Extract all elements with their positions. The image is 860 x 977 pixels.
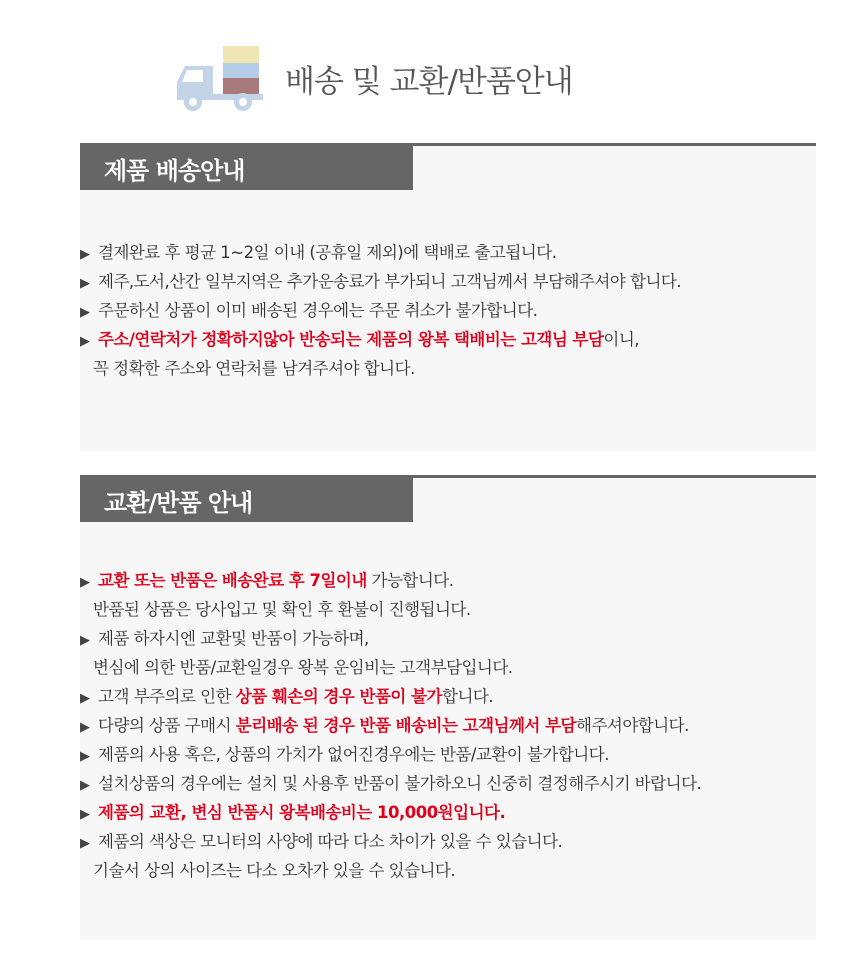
bullet-arrow-icon: ▶: [80, 633, 90, 648]
notice-text: 제주,도서,산간 일부지역은 추가운송료가 부가되니 고객님께서 부담해주셔야 합니다.: [98, 272, 682, 291]
notice-text: 제품의 색상은 모니터의 사양에 따라 다소 차이가 있을 수 있습니다.: [98, 832, 563, 851]
bullet-arrow-icon: ▶: [80, 778, 90, 793]
notice-continuation: [80, 595, 816, 624]
delivery-truck-icon: [173, 44, 263, 112]
notice-text: 변심에 의한 반품/교환일경우 왕복 운임비는 고객부담입니다.: [93, 658, 513, 677]
section-label: [80, 143, 413, 190]
bullet-arrow-icon: ▶: [80, 691, 90, 706]
emphasis-text: 주소/연락처가 정확하지않아 반송되는 제품의 왕복 택배비는 고객님 부담: [98, 330, 604, 349]
emphasis-text: 분리배송 된 경우 반품 배송비는 고객님께서 부담: [235, 716, 576, 735]
notice-text: 해주셔야합니다.: [576, 716, 689, 735]
notice-item: [80, 711, 816, 740]
section-title: 제품 배송안내: [104, 157, 245, 185]
notice-continuation: [80, 354, 816, 383]
notice-continuation: [80, 653, 816, 682]
section-title: 교환/반품 안내: [104, 489, 253, 517]
exchange-return-section: [80, 475, 816, 940]
notice-item: [80, 769, 816, 798]
notice-item: [80, 798, 816, 827]
notice-text: 제품의 사용 혹은, 상품의 가치가 없어진경우에는 반품/교환이 불가합니다.: [98, 745, 609, 764]
shipping-notice-list: [80, 238, 816, 383]
bullet-arrow-icon: ▶: [80, 305, 90, 320]
notice-item: [80, 238, 816, 267]
bullet-arrow-icon: ▶: [80, 836, 90, 851]
bullet-arrow-icon: ▶: [80, 575, 90, 590]
emphasis-text: 교환 또는 반품은 배송완료 후 7일이내: [98, 571, 367, 590]
notice-text: 기술서 상의 사이즈는 다소 오차가 있을 수 있습니다.: [93, 861, 456, 880]
notice-item: [80, 827, 816, 856]
page-header: [173, 44, 573, 112]
notice-item: [80, 325, 816, 354]
emphasis-text: 상품 훼손의 경우 반품이 불가: [235, 687, 442, 706]
shipping-info-section: [80, 143, 816, 451]
page-title: 배송 및 교환/반품안내: [285, 63, 573, 100]
section-label: [80, 475, 413, 522]
bullet-arrow-icon: ▶: [80, 807, 90, 822]
bullet-arrow-icon: ▶: [80, 720, 90, 735]
notice-text: 가능합니다.: [366, 571, 454, 590]
notice-text: 고객 부주의로 인한: [98, 687, 236, 706]
bullet-arrow-icon: ▶: [80, 334, 90, 349]
notice-item: [80, 296, 816, 325]
notice-continuation: [80, 856, 816, 885]
emphasis-text: 제품의 교환, 변심 반품시 왕복배송비는 10,000원입니다.: [98, 803, 506, 822]
notice-item: [80, 267, 816, 296]
notice-item: [80, 624, 816, 653]
exchange-notice-list: [80, 566, 816, 885]
notice-text: 이니,: [603, 330, 640, 349]
bullet-arrow-icon: ▶: [80, 247, 90, 262]
notice-text: 다량의 상품 구매시: [98, 716, 236, 735]
notice-text: 설치상품의 경우에는 설치 및 사용후 반품이 불가하오니 신중히 결정해주시기 바랍니다.: [98, 774, 702, 793]
notice-text: 제품 하자시엔 교환및 반품이 가능하며,: [98, 629, 369, 648]
notice-text: 꼭 정확한 주소와 연락처를 남겨주셔야 합니다.: [93, 359, 415, 378]
notice-text: 주문하신 상품이 이미 배송된 경우에는 주문 취소가 불가합니다.: [98, 301, 538, 320]
bullet-arrow-icon: ▶: [80, 749, 90, 764]
notice-item: [80, 682, 816, 711]
notice-text: 반품된 상품은 당사입고 및 확인 후 환불이 진행됩니다.: [93, 600, 471, 619]
notice-item: [80, 566, 816, 595]
bullet-arrow-icon: ▶: [80, 276, 90, 291]
notice-text: 합니다.: [442, 687, 494, 706]
notice-item: [80, 740, 816, 769]
notice-text: 결제완료 후 평균 1~2일 이내 (공휴일 제외)에 택배로 출고됩니다.: [98, 243, 557, 262]
